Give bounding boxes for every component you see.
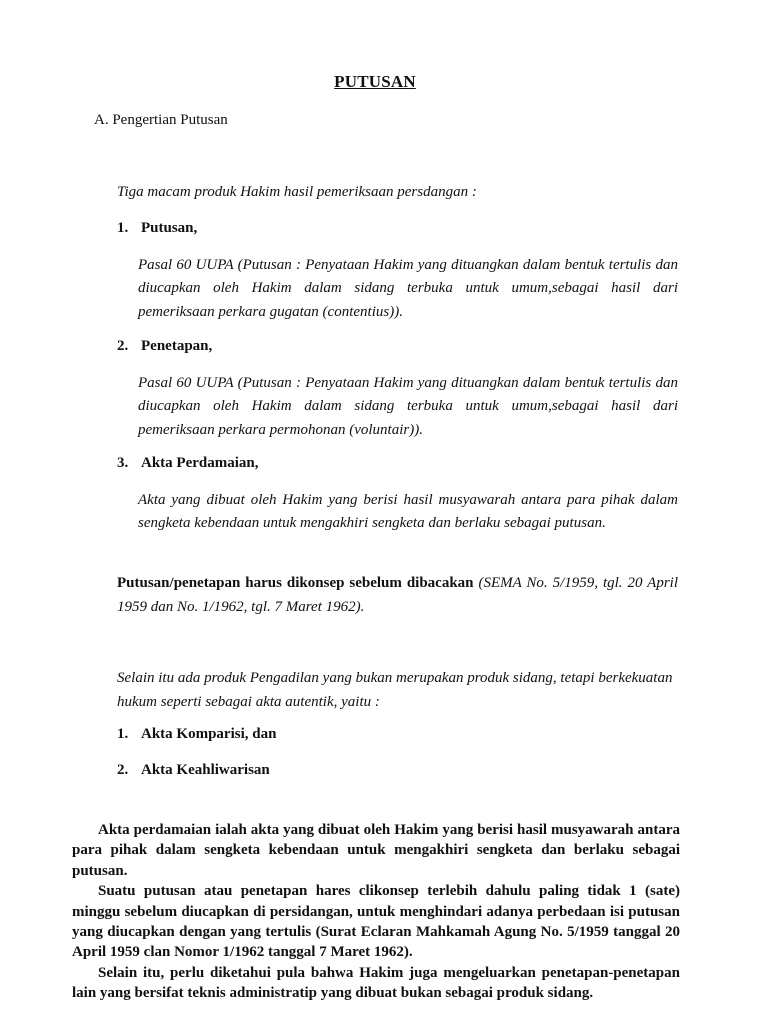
page-title: PUTUSAN	[334, 72, 416, 91]
paragraph-konsep-putusan: Suatu putusan atau penetapan hares clikonsep terlebih dahulu paling tidak 1 (sate) minggu sebelum diucapkan di persidangan, untuk menghindari adanya perbedaan isi putusan yang diucapkan dengan yang tertulis (Surat Eclaran Mahkamah Agung No. 5/1959 tanggal 20 April 1959 clan Nomor 1/1962 tanggal 7 Maret 1962).	[72, 883, 680, 961]
section-heading: A. Pengertian Putusan	[94, 112, 228, 128]
quote-penetapan: Pasal 60 UUPA (Putusan : Penyataan Hakim yang dituangkan dalam bentuk tertulis dan diucapkan oleh Hakim dalam sidang terbuka untuk umum,sebagai hasil dari pemeriksaan perkara permohonan (voluntair)).	[138, 375, 678, 438]
list-item-akta-keahliwarisan	[117, 762, 270, 779]
list-item-label: Akta Perdamaian,	[141, 455, 259, 471]
note-sema	[117, 571, 678, 619]
note-bold: Putusan/penetapan harus dikonsep sebelum dibacakan	[117, 575, 474, 591]
quote-akta-perdamaian: Akta yang dibuat oleh Hakim yang berisi hasil musyawarah antara para pihak dalam sengketa kebendaan untuk mengakhiri sengketa dan berlaku sebagai putusan.	[138, 492, 678, 532]
selain-text: Selain itu ada produk Pengadilan yang bukan merupakan produk sidang, tetapi berkekuatan hukum seperti sebagai akta autentik, yaitu :	[117, 670, 673, 710]
list-item-akta-komparisi	[117, 726, 276, 743]
note-citation: (SEMA No. 5/1959, tgl. 20 April 1959 dan No. 1/1962, tgl. 7 Maret 1962).	[117, 575, 678, 615]
list-number: 3.	[117, 455, 129, 471]
list-item-putusan	[117, 220, 197, 237]
paragraph-akta-perdamaian: Akta perdamaian ialah akta yang dibuat oleh Hakim yang berisi hasil musyawarah antara para pihak dalam sengketa kebendaan untuk mengakhiri sengketa dan berlaku sebagai putusan.	[72, 822, 680, 879]
list-item-label: Akta Komparisi, dan	[141, 726, 277, 742]
intro-text: Tiga macam produk Hakim hasil pemeriksaan persdangan :	[117, 184, 477, 200]
body-paragraphs	[72, 820, 680, 1004]
list-item-penetapan	[117, 338, 212, 355]
quote-putusan: Pasal 60 UUPA (Putusan : Penyataan Hakim yang dituangkan dalam bentuk tertulis dan diucapkan oleh Hakim dalam sidang terbuka untuk umum,sebagai hasil dari pemeriksaan perkara gugatan (contentius)).	[138, 257, 678, 320]
list-item-label: Penetapan,	[141, 338, 213, 354]
paragraph-penetapan-lain: Selain itu, perlu diketahui pula bahwa Hakim juga mengeluarkan penetapan-penetapan lain yang bersifat teknis administratip yang dibuat bukan sebagai produk sidang.	[72, 964, 680, 1002]
list-number: 1.	[117, 220, 129, 236]
list-number: 1.	[117, 726, 129, 742]
list-number: 2.	[117, 762, 129, 778]
list-number: 2.	[117, 338, 129, 354]
list-item-label: Putusan,	[141, 220, 198, 236]
list-item-akta-perdamaian	[117, 455, 259, 472]
list-item-label: Akta Keahliwarisan	[141, 762, 270, 778]
